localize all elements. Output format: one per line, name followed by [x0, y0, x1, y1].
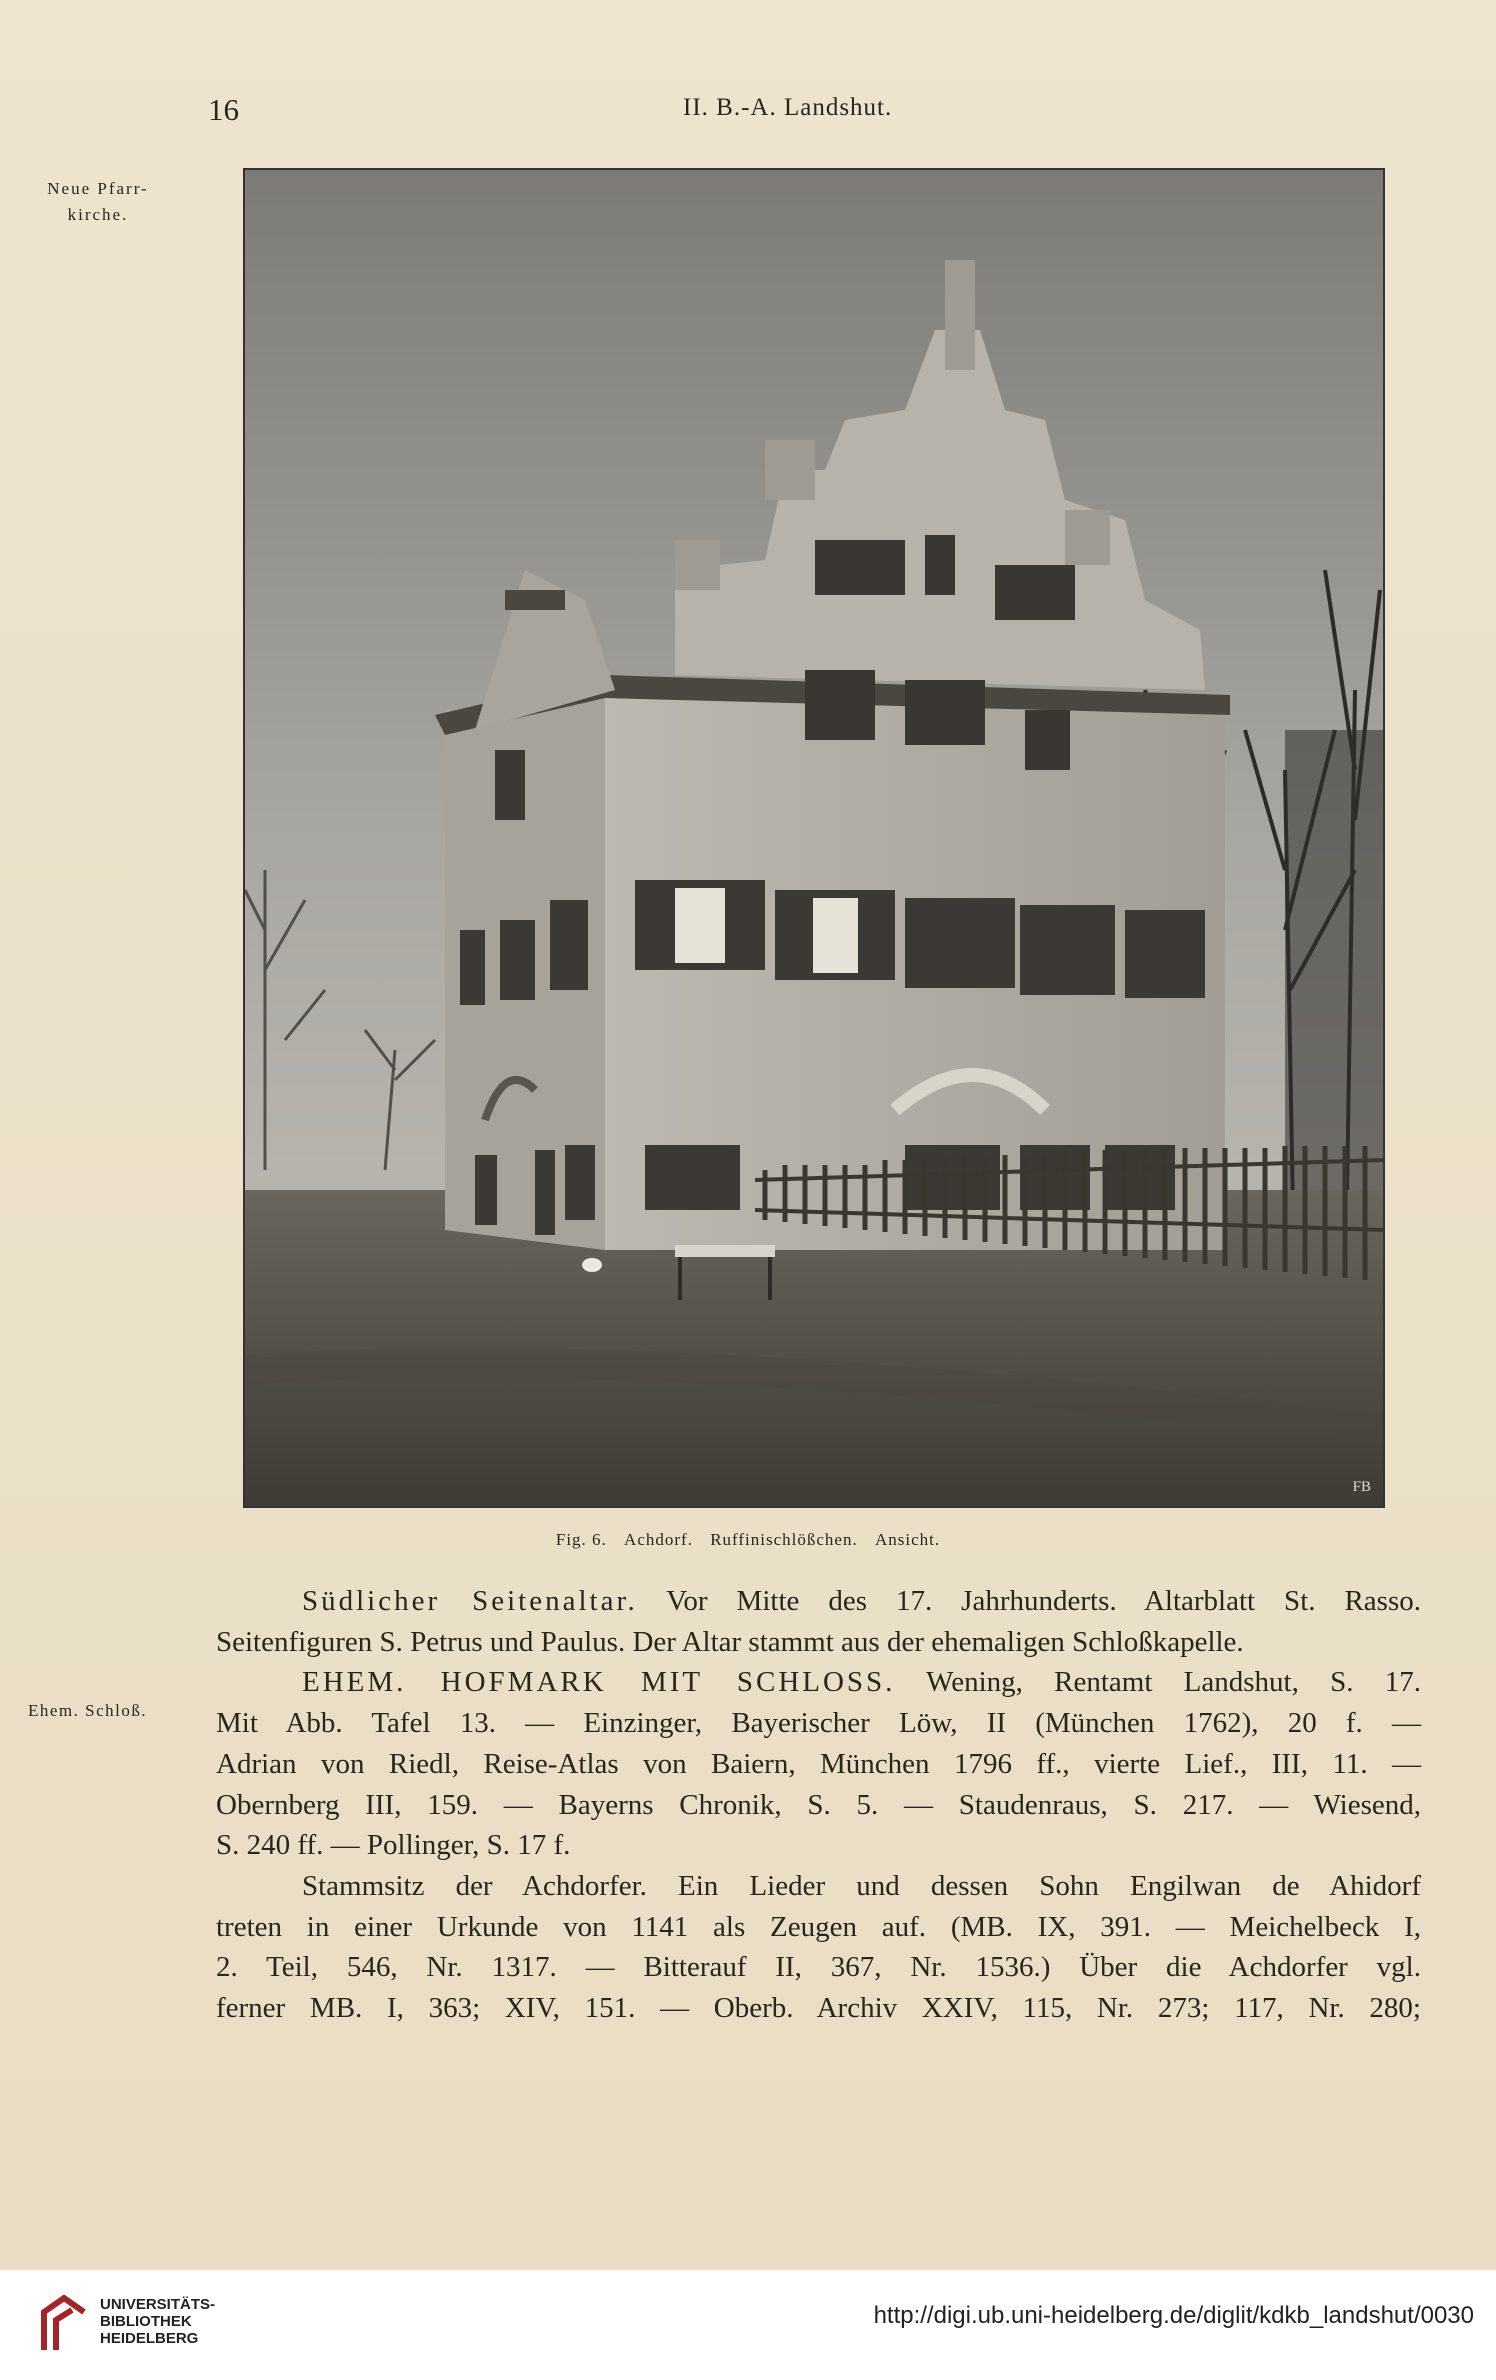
text-line: S. 240 ff. — Pollinger, S. 17 f. [216, 1829, 571, 1862]
marginal-line: kirche. [67, 205, 129, 224]
digitization-footer [0, 2270, 1496, 2380]
text-line: Stammsitz der Achdorfer. Ein Lieder und dessen Sohn Engilwan de Ahidorf [302, 1869, 1421, 1902]
text-line: Adrian von Riedl, Reise-Atlas von Baiern, München 1796 ff., vierte Lief., III, 11. — [216, 1747, 1421, 1780]
text-line [216, 1581, 1421, 1622]
running-head [0, 92, 1496, 132]
library-name-line: BIBLIOTHEK [100, 2313, 192, 2330]
caption-label: Fig. 6. [555, 1530, 607, 1549]
section-heading: EHEM. HOFMARK MIT SCHLOSS. [302, 1666, 896, 1699]
text-line: Mit Abb. Tafel 13. — Einzinger, Bayerischer Löw, II (München 1762), 20 f. — [216, 1707, 1421, 1740]
section-heading: Südlicher Seitenaltar. [302, 1585, 638, 1617]
photographer-monogram: FB [1352, 1479, 1371, 1495]
text-line: ferner MB. I, 363; XIV, 151. — Oberb. Archiv XXIV, 115, Nr. 273; 117, Nr. 280; [216, 1992, 1421, 2025]
library-name-line: HEIDELBERG [100, 2330, 199, 2347]
text-line [216, 1662, 1421, 1703]
caption-view: Ansicht. [874, 1530, 941, 1549]
schloss-photo-illustration [245, 170, 1383, 1506]
permalink-url[interactable]: http://digi.ub.uni-heidelberg.de/diglit/kdkb_landshut/0030 [873, 2302, 1474, 2329]
figure-photograph [243, 168, 1385, 1508]
marginal-note-pfarrkirche [28, 176, 168, 228]
marginal-line: Neue Pfarr- [47, 179, 149, 198]
text-run: Vor Mitte des 17. Jahrhunderts. Altarblatt St. Rasso. [666, 1585, 1421, 1617]
text-line: Seitenfiguren S. Petrus und Paulus. Der Altar stammt aus der ehemaligen Schloßkapelle. [216, 1625, 1244, 1658]
marginal-note-schloss: Ehem. Schloß. [28, 1701, 148, 1720]
library-name-line: UNIVERSITÄTS- [100, 2296, 216, 2313]
library-name[interactable] [100, 2296, 215, 2347]
text-line: Obernberg III, 159. — Bayerns Chronik, S. 5. — Staudenraus, S. 217. — Wiesend, [216, 1788, 1421, 1821]
figure-caption [0, 1530, 1496, 1550]
body-text [216, 1581, 1421, 2029]
text-line: 2. Teil, 546, Nr. 1317. — Bitterauf II, 367, Nr. 1536.) Über die Achdorfer vgl. [216, 1951, 1421, 1984]
header-title: II. B.-A. Landshut. [683, 94, 893, 121]
text-line: treten in einer Urkunde von 1141 als Zeugen auf. (MB. IX, 391. — Meichelbeck I, [216, 1910, 1421, 1943]
page-number: 16 [208, 92, 239, 127]
caption-object: Ruffinischlößchen. [710, 1530, 858, 1549]
text-run: Wening, Rentamt Landshut, S. 17. [926, 1666, 1421, 1699]
caption-place: Achdorf. [624, 1530, 693, 1549]
library-logo-icon[interactable] [34, 2292, 92, 2356]
